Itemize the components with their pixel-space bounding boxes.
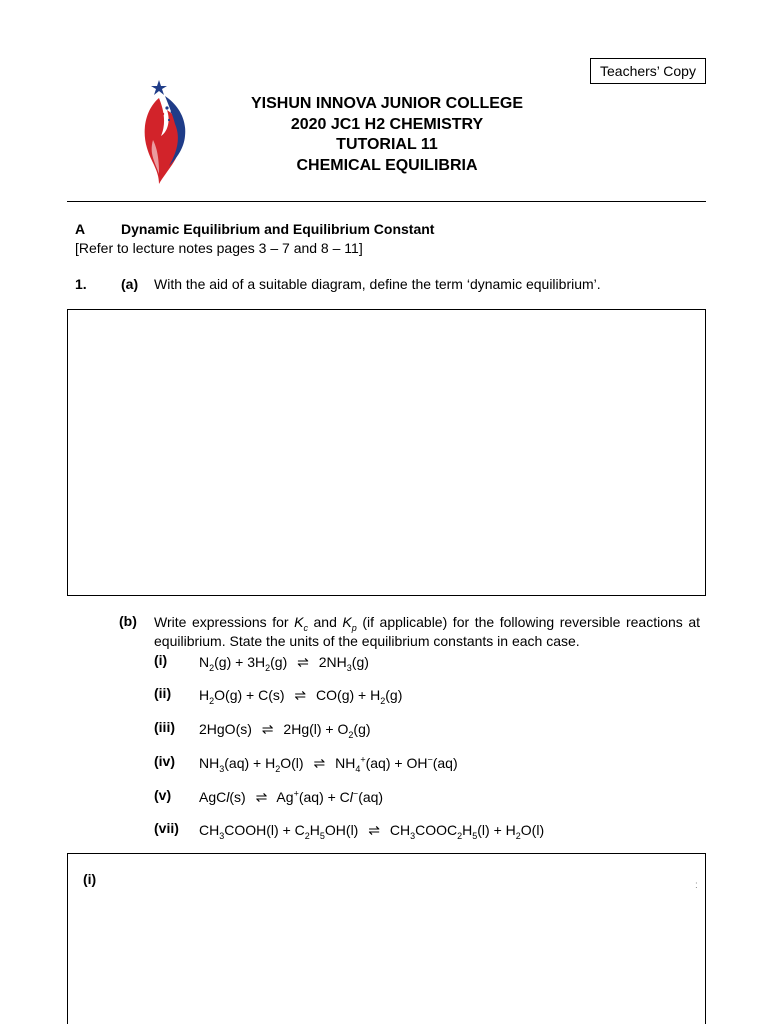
section-reference: [Refer to lecture notes pages 3 – 7 and 8 – 11] — [75, 240, 363, 256]
document-title-block — [150, 94, 624, 176]
tutorial-number: TUTORIAL 11 — [336, 136, 438, 153]
reaction-label: (iv) — [154, 753, 175, 769]
reaction-equation: $CH_3COOH(l) + C_2H_5OH(l)$ ⇌ $CH_3COOC_2H_5(l) + H_2O(l)$ — [199, 822, 545, 841]
teachers-copy-label: Teachers’ Copy — [590, 58, 706, 84]
reaction-equation: $N_2(g) + 3H_2(g)$ ⇌ $2NH_3(g)$ — [199, 654, 369, 673]
reaction-equation: $H_2O(g) + C(s)$ ⇌ $CO(g) + H_2(g)$ — [199, 687, 403, 706]
reaction-label: (v) — [154, 787, 172, 803]
answer-part-i-label: (i) — [83, 871, 97, 887]
reaction-equation: AgCl(s) ⇌ Ag+(aq) + Cl−(aq) — [199, 788, 384, 805]
part-a-label: (a) — [121, 276, 139, 292]
part-b-text: Write expressions for $K_c$ and $K_p$ (if applicable) for the following reversible reactions at equilibrium. State the units of the equilibrium constants in each case. — [154, 614, 701, 649]
question-number: 1. — [75, 276, 87, 292]
part-a-text: With the aid of a suitable diagram, define the term ‘dynamic equilibrium’. — [154, 276, 601, 292]
answer-box-part-b[interactable] — [67, 853, 706, 1024]
course-name: 2020 JC1 H2 CHEMISTRY — [290, 115, 484, 133]
answer-box-mark: : — [695, 880, 698, 891]
part-b-label: (b) — [119, 613, 137, 629]
answer-box-part-a[interactable] — [67, 309, 706, 596]
reaction-equation: 2HgO(s) ⇌ $2Hg(l) + O_2(g)$ — [199, 721, 371, 740]
reaction-label: (i) — [154, 652, 168, 668]
header-divider — [67, 201, 706, 202]
section-letter: A — [75, 221, 86, 237]
reaction-equation: $NH_3(aq) + H_2O(l)$ ⇌ $NH_4^+(aq) + OH^-(aq)$ — [199, 754, 458, 774]
reaction-label: (ii) — [154, 685, 172, 701]
reaction-label: (vii) — [154, 820, 179, 836]
tutorial-topic: CHEMICAL EQUILIBRIA — [296, 156, 478, 174]
reaction-label: (iii) — [154, 719, 175, 735]
section-title: Dynamic Equilibrium and Equilibrium Constant — [121, 221, 435, 237]
college-name: YISHUN INNOVA JUNIOR COLLEGE — [250, 95, 524, 112]
